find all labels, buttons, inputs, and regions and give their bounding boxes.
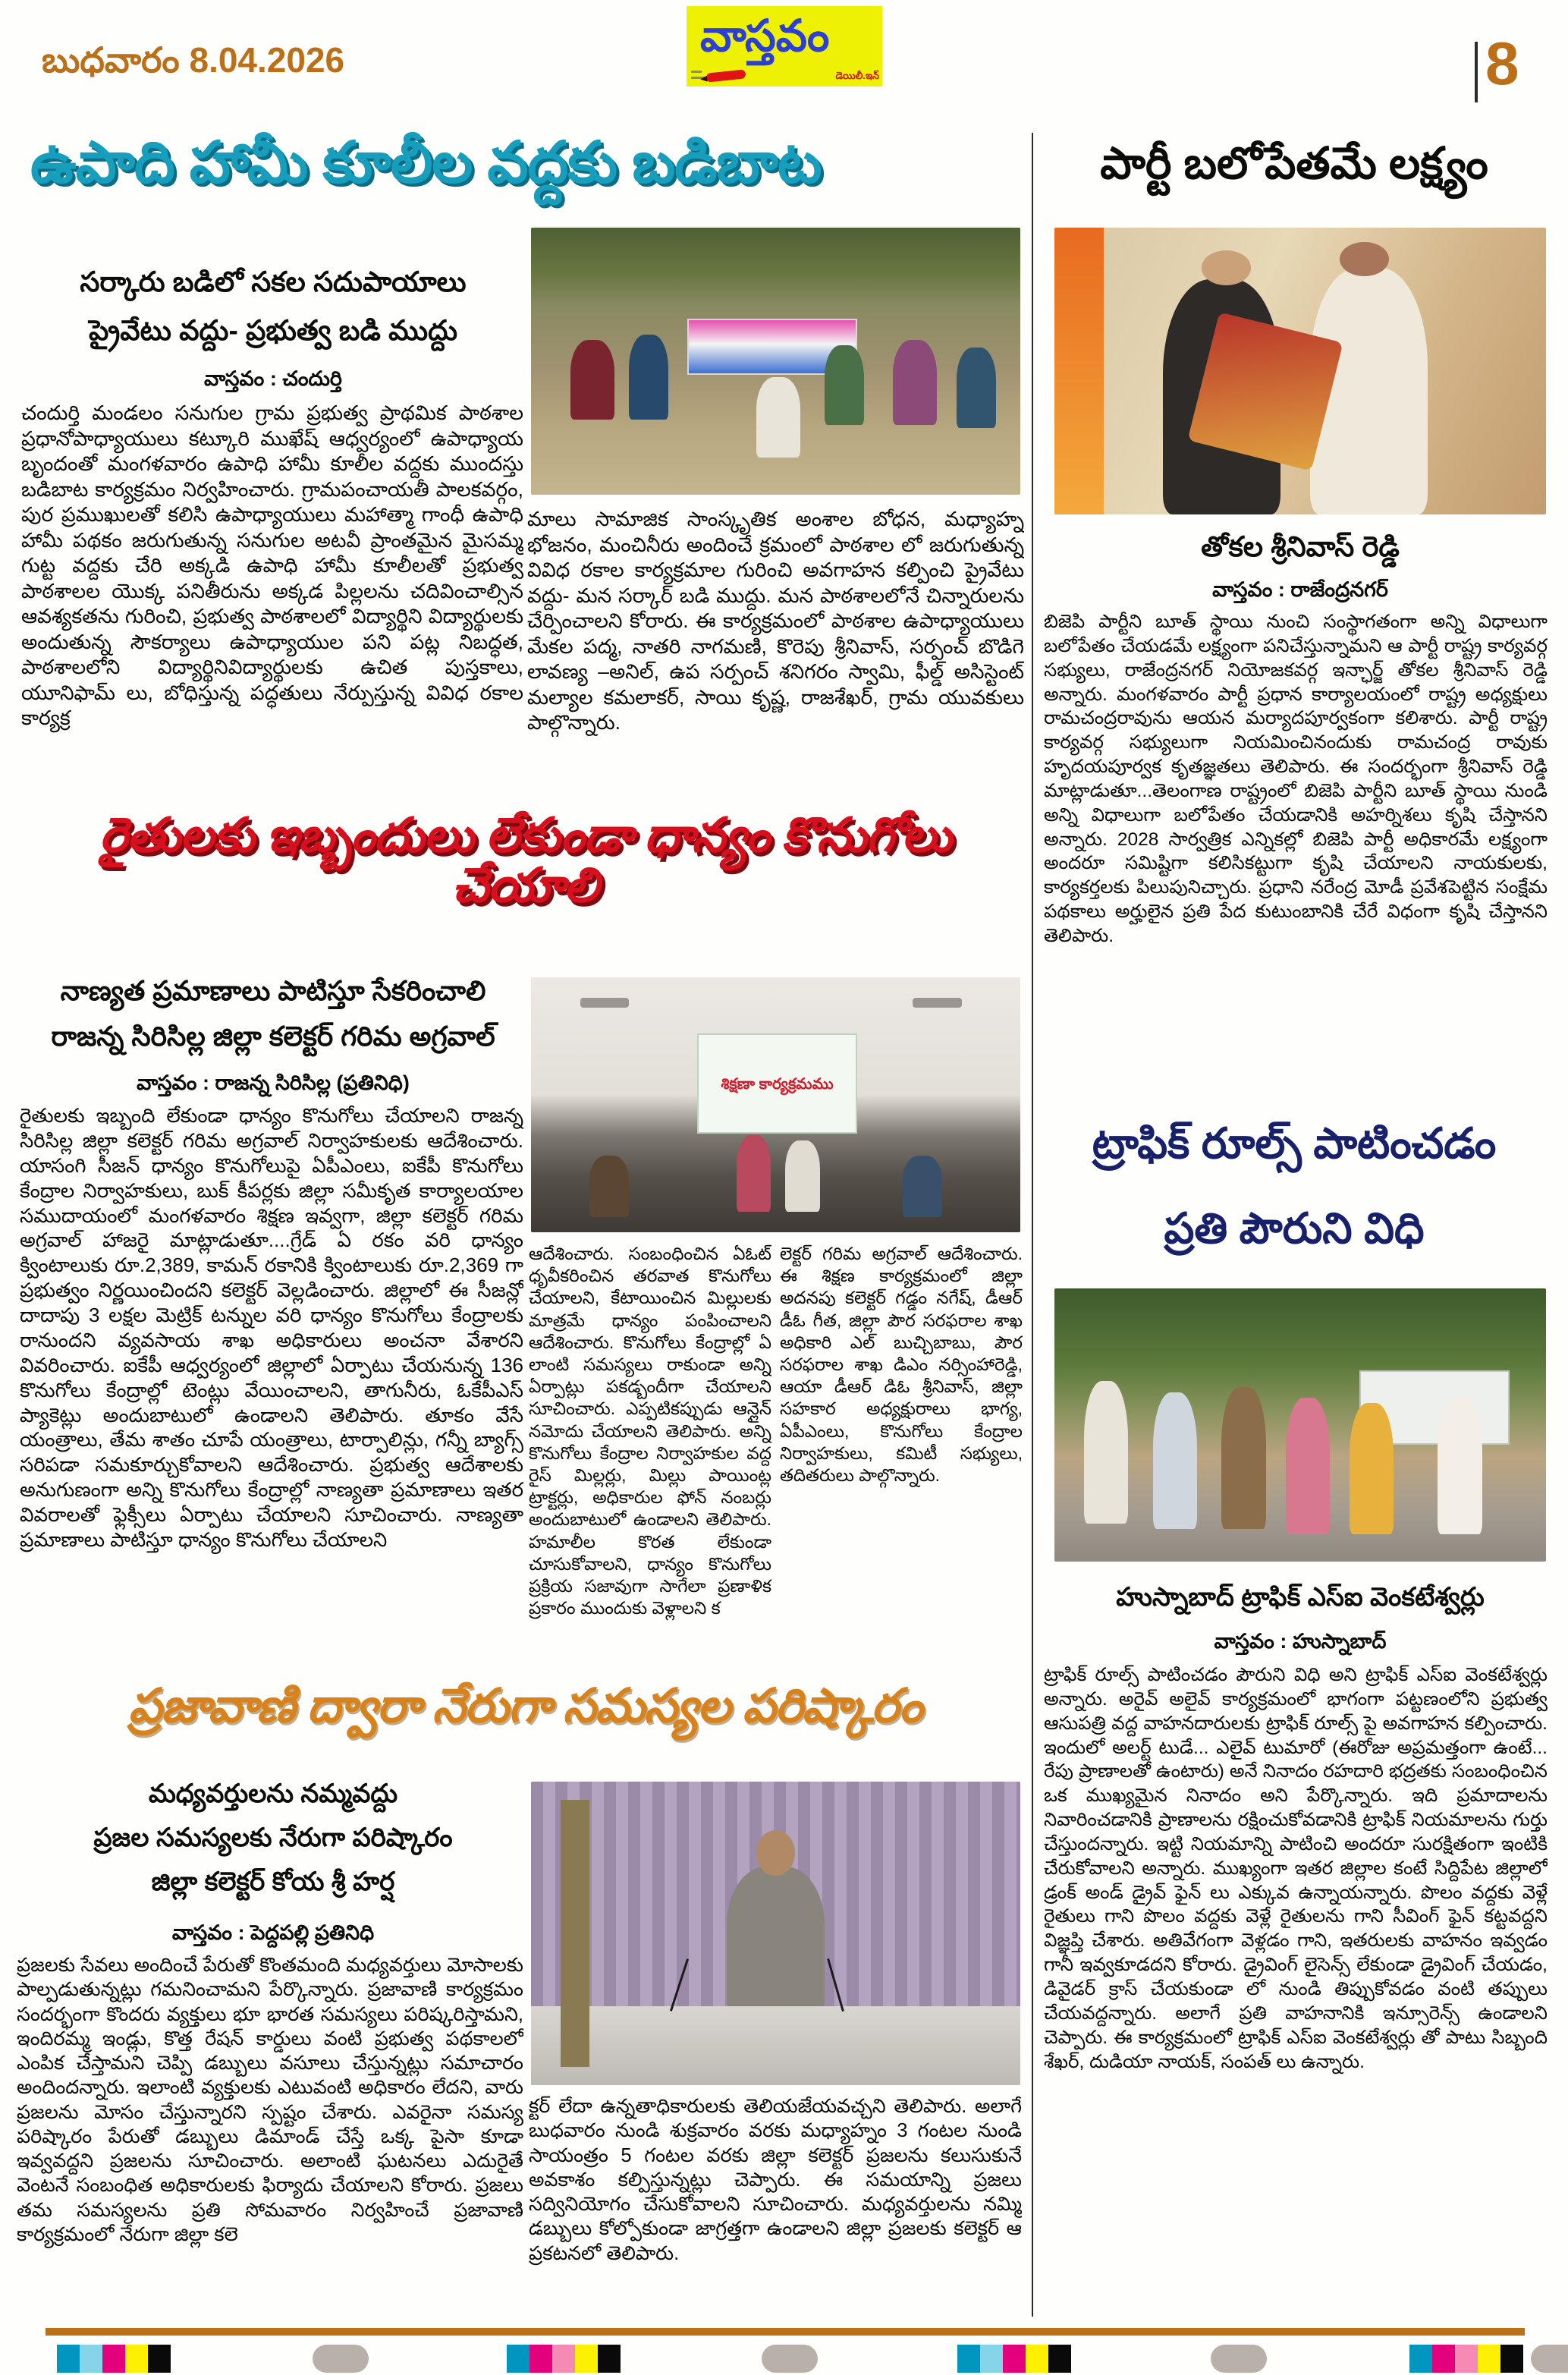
page-number-divider bbox=[1475, 42, 1478, 102]
page-number: 8 bbox=[1485, 30, 1519, 97]
photo-person bbox=[1153, 1392, 1197, 1529]
photo-person bbox=[785, 1140, 819, 1212]
photo-person bbox=[1084, 1381, 1128, 1523]
photo-person bbox=[1350, 1403, 1394, 1534]
masthead-scribble bbox=[691, 71, 702, 73]
photo-face bbox=[756, 1830, 796, 1876]
footer-rule bbox=[46, 2328, 1525, 2336]
prajavani-headline: ప్రజావాణి ద్వారా నేరుగా సమస్యల పరిష్కారం bbox=[128, 1680, 922, 1732]
badibata-headline: ఉపాది హామీ కూలీల వద్దకు బడిబాట bbox=[30, 131, 822, 195]
print-mark bbox=[1211, 2345, 1267, 2373]
photo-banner-text: శిక్షణా కార్యక్రమము bbox=[721, 1075, 834, 1093]
print-mark bbox=[80, 2345, 102, 2373]
photo-mic bbox=[669, 1958, 688, 2011]
photo-face bbox=[1340, 242, 1389, 276]
prajavani-byline: వాస్తవం : పెద్దపల్లి ప్రతినిధి bbox=[171, 1921, 375, 1944]
print-mark bbox=[1531, 2345, 1568, 2373]
print-mark bbox=[1003, 2345, 1026, 2373]
traffic-headline-line2: ప్రతి పౌరుని విధి bbox=[1164, 1204, 1425, 1252]
badibata-byline: వాస్తవం : చందుర్తి bbox=[204, 367, 342, 390]
print-mark bbox=[1026, 2345, 1048, 2373]
badibata-body-right: మాలు సామాజిక సాంస్కృతిక అంశాల బోధన, మధ్యాహ్న భోజనం, మంచినీరు అందించే క్రమంలో పాఠశాల లో జరుగుతున్న వివిధ రకాల కార్యక్రమాల గురించి అవగాహన కల్పించి ప్రైవేటు వద్దు- మన సర్కార్ బడి ముద్దు. మన పాఠశాలలోనే చిన్నారులను చేర్పించాలని కోరారు. ఈ కార్యక్రమంలో పాఠశాల ఉపాధ్యాయులు మేకల పద్మ, నాతరి నాగమణి, కొరెపు శ్రీనివాస్, సర్పంచ్ బొడిగె లావణ్య –అనిల్, ఉప సర్పంచ్ శనిగరం స్వామి, ఫీల్డ్ అసిస్టెంట్ మల్యాల కమలాకర్, సాయి కృష్ణ, రాజశేఖర్, గ్రామ యువకులు పాల్గొన్నారు. bbox=[527, 508, 1024, 735]
photo-person bbox=[589, 1156, 629, 1217]
photo-person bbox=[957, 348, 996, 428]
print-mark bbox=[148, 2345, 171, 2373]
photo-curtain bbox=[1054, 228, 1104, 514]
print-mark bbox=[1432, 2345, 1455, 2373]
print-mark bbox=[575, 2345, 598, 2373]
party-photo-caption: తోకల శ్రీనివాస్ రెడ్డి bbox=[1201, 531, 1400, 562]
party-headline: పార్టీ బలోపేతమే లక్ష్యం bbox=[1100, 139, 1488, 188]
prajavani-subhead-1: మధ్యవర్తులను నమ్మవద్దు bbox=[148, 1779, 398, 1808]
column-divider bbox=[1032, 133, 1033, 2317]
prajavani-subhead-2: ప్రజల సమస్యలకు నేరుగా పరిష్కారం bbox=[93, 1823, 453, 1852]
grain-body-left: రైతులకు ఇబ్బంది లేకుండా ధాన్యం కొనుగోలు చేయాలని రాజన్న సిరిసిల్ల జిల్లా కలెక్టర్ గరిమ అగ్రవాల్ నిర్వాహకులకు ఆదేశించారు. యాసంగి సీజన్ ధాన్యం కొనుగోలుపై ఏపీఎంలు, ఐకేపీ కొనుగోలు కేంద్రాల నిర్వాహకులు, బుక్ కీపర్లకు జిల్లా సమీకృత కార్యాలయాల సముదాయంలో మంగళవారం శిక్షణ ఇవ్వగా, జిల్లా కలెక్టర్ గరిమ అగ్రవాల్ హాజరై మాట్లాడుతూ....గ్రేడ్ ఏ రకం వరి ధాన్యం క్వింటాలుకు రూ.2,389, కామన్ రకానికి క్వింటాలుకు రూ.2,369 గా ప్రభుత్వం నిర్ణయించిందని కలెక్టర్ వెల్లడించారు. జిల్లాలో ఈ సీజన్లో దాదాపు 3 లక్షల మెట్రిక్ టన్నుల వరి ధాన్యం కొనుగోలు కేంద్రాలకు రానుందని వ్యవసాయ శాఖ అధికారులు అంచనా వేశారని వివరించారు. ఐకేపీ ఆధ్వర్యంలో జిల్లాలో ఏర్పాటు చేయనున్న 136 కొనుగోలు కేంద్రాల్లో టెంట్లు వేయించాలని, తాగునీరు, ఓకేపీఎస్ ప్యాకెట్లు అందుబాటులో ఉండాలని తెలిపారు. తూకం వేసే యంత్రాలు, తేమ శాతం చూపే యంత్రాలు, టార్పాలిన్లు, గన్నీ బ్యాగ్స్ సరిపడా సమకూర్చుకోవాలని ఆదేశించారు. ప్రభుత్వ ఆదేశాలకు అనుగుణంగా అన్ని కొనుగోలు కేంద్రాల్లో నాణ్యతా ప్రమాణాలు ఇతర వివరాలతో ఫ్లెక్సీలు ఏర్పాటు చేయాలని సూచించారు. నాణ్యతా ప్రమాణాలు పాటిస్తూ ధాన్యం కొనుగోలు చేయాలని bbox=[20, 1104, 523, 1551]
traffic-byline: వాస్తవం : హుస్నాబాద్ bbox=[1214, 1630, 1387, 1653]
grain-photo bbox=[531, 977, 1020, 1232]
grain-body-col1: ఆదేశించారు. సంబంధించిన ఏఓట్ ధృవీకరించిన తరవాత కొనుగోలు చేయాలని, కేటాయించిన మిల్లులకు మాత్రమే ధాన్యం పంపించాలని ఆదేశించారు. కొనుగోలు కేంద్రాల్లో ఏ లాంటి సమస్యలు రాకుండా అన్ని ఏర్పాట్లు పకడ్బందీగా చేయాలని సూచించారు. ఎప్పటికప్పుడు ఆన్లైన్ నమోదు చేయాలని తెలిపారు. అన్ని కొనుగోలు కేంద్రాల నిర్వాహకుల వద్ద రైస్ మిల్లర్లు, మిల్లు పాయింట్ల ట్రాక్టర్లు, అధికారుల ఫోన్ నంబర్లు అందుబాటులో ఉండాలని తెలిపారు. హమాలీల కొరత లేకుండా చూసుకోవాలని, ధాన్యం కొనుగోలు ప్రక్రియ సజావుగా సాగేలా ప్రణాళిక ప్రకారం ముందుకు వెళ్లాలని క bbox=[529, 1244, 771, 1618]
grain-subhead-2: రాజన్న సిరిసిల్ల జిల్లా కలెక్టర్ గరిమ అగ్రవాల్ bbox=[51, 1021, 495, 1052]
prajavani-subhead-3: జిల్లా కలెక్టర్ కోయ శ్రీ హర్ష bbox=[151, 1867, 395, 1896]
grain-byline: వాస్తవం : రాజన్న సిరిసిల్ల (ప్రతినిధి) bbox=[137, 1071, 410, 1094]
grain-body-col2: లెక్టర్ గరిమ అగ్రవాల్ ఆదేశించారు. ఈ శిక్షణ కార్యక్రమంలో జిల్లా అదనపు కలెక్టర్ గడ్డం నగేష్, డీఆర్ డీఓ గీత, జిల్లా పౌర సరఫరాల శాఖ అధికారి ఎల్ బుచ్చిబాబు, పౌర సరఫరాల శాఖ డిఎం నర్సింహారెడ్డి, ఆయా డీఆర్ డిఓ శ్రీనివాస్, జిల్లా సహకార అధ్యక్షురాలు భాగ్య, ఏపీఎంలు, కొనుగోలు కేంద్రాల నిర్వాహకులు, కమిటీ సభ్యులు, తదితరులు పాల్గొన్నారు. bbox=[780, 1244, 1023, 1486]
print-mark bbox=[507, 2345, 529, 2373]
party-byline: వాస్తవం : రాజేంద్రనగర్ bbox=[1212, 578, 1388, 601]
traffic-photo-caption: హుస్నాబాద్ ట్రాఫిక్ ఎస్ఐ వెంకటేశ్వర్లు bbox=[1116, 1583, 1485, 1612]
traffic-body: ట్రాఫిక్ రూల్స్ పాటించడం పౌరుని విధి అని ట్రాఫిక్ ఎస్ఐ వెంకటేశ్వర్లు అన్నారు. అరైవ్ అలైవ్ కార్యక్రమంలో భాగంగా పట్టణంలోని ప్రభుత్వ ఆసుపత్రి వద్ద వాహనదారులకు ట్రాఫిక్ రూల్స్ పై అవగాహన కల్పించారు. ఇందులో అలర్ట్ టుడే... ఎలైవ్ టుమారో (ఈరోజు అప్రమత్తంగా ఉంటే... రేపు ప్రాణాలతో ఉంటారు) అనే నినాదం రహదారి భద్రతకు సంబంధించిన ఒక ముఖ్యమైన నినాదం అని పేర్కొన్నారు. ఇది ప్రమాదాలను నివారించడానికి ప్రాణాలను రక్షించుకోవడానికి ట్రాఫిక్ నియమాలను గుర్తు చేస్తుందన్నారు. ఇట్టి నియమాన్ని పాటించి అందరూ సురక్షితంగా ఇంటికి చేరుకోవాలని అన్నారు. ముఖ్యంగా ఇతర జిల్లాల కంటే సిద్దిపేట జిల్లాలో డ్రంక్ అండ్ డ్రైవ్ ఫైన్ లు ఎక్కువ ఉన్నాయన్నారు. పొలం వద్దకు వెళ్లే రైతులు గాని పొలం వద్దకు వెళ్లే రైతులను గాని సీవింగ్ ఫైన్ కట్టవద్దని విజ్ఞప్తి చేశారు. అతివేగంగా వెళ్లడం గాని, ఇతరులకు వాహనం ఇవ్వడం గానీ ఇవ్వకూడదని కోరారు. డ్రైవింగ్ లైసెన్స్ లేకుండా డ్రైవింగ్ చేయడం, డివైడర్ క్రాస్ చేయకుండా లో నుండి తిప్పుకోవడం వంటి తప్పులు చేయవద్దన్నారు. అలాగే ప్రతి వాహనానికి ఇన్సూరెన్స్ ఉండాలని చెప్పారు. ఈ కార్యక్రమంలో ట్రాఫిక్ ఎస్ఐ వెంకటేశ్వర్లు తో పాటు సిబ్బంది శేఖర్, దుడియా నాయక్, సంపత్ లు ఉన్నారు. bbox=[1044, 1665, 1548, 2072]
badibata-photo bbox=[531, 228, 1020, 495]
photo-ceiling-fan bbox=[580, 998, 630, 1008]
photo-person bbox=[903, 1156, 942, 1217]
print-mark bbox=[313, 2345, 369, 2373]
pen-nib bbox=[700, 76, 708, 83]
print-mark bbox=[529, 2345, 552, 2373]
print-mark bbox=[57, 2345, 80, 2373]
print-mark bbox=[1478, 2345, 1500, 2373]
print-mark bbox=[1409, 2345, 1432, 2373]
grain-headline: రైతులకు ఇబ్బందులు లేకుండా ధాన్యం కొనుగోలు చేయాలి bbox=[99, 809, 951, 913]
print-mark bbox=[1500, 2345, 1523, 2373]
photo-face bbox=[1202, 250, 1251, 285]
print-mark bbox=[980, 2345, 1003, 2373]
photo-desk bbox=[531, 2006, 1020, 2085]
badibata-body-left: చందుర్తి మండలం సనుగుల గ్రామ ప్రభుత్వ ప్రాథమిక పాఠశాల ప్రధానోపాధ్యాయులు కట్కూరి ముఖేష్ ఆధ్వర్యంలో ఉపాధ్యాయ బృందంతో మంగళవారం ఉపాధి హామీ కూలీల వద్దకు ముందస్తు బడిబాట కార్యక్రమం నిర్వహించారు. గ్రామపంచాయతీ పాలకవర్గం, పుర ప్రముఖులతో కలిసి ఉపాధ్యాయులు మహాత్మా గాంధీ ఉపాధి హామీ పథకం జరుగుతున్న సనుగుల అటవీ ప్రాంతమైన మైసమ్మ గుట్ట వద్దకు చేరి అక్కడి ఉపాధి హామీ కూలీలతో ప్రభుత్వ పాఠశాలల యొక్క పనితీరును అక్కడ పిల్లలను చదివించాల్సిన ఆవశ్యకతను గురించి, ప్రభుత్వ పాఠశాలలో విద్యార్థిని విద్యార్థులకు అందుతున్న సౌకర్యాలు ఉపాధ్యాయుల పని పట్ల నిబద్ధత, పాఠశాలలోని విద్యార్థినివిద్యార్థులకు ఉచిత పుస్తకాలు, యూనిఫామ్ లు, బోధిస్తున్న పద్ధతులు నేర్పుస్తున్న వివిధ రకాల కార్యక్ర bbox=[21, 401, 523, 730]
photo-ceiling-fan bbox=[913, 998, 962, 1008]
photo-person bbox=[1221, 1387, 1265, 1529]
masthead-title: వాస్తవం bbox=[700, 11, 830, 61]
badibata-subhead-2: ప్రైవేటు వద్దు- ప్రభుత్వ బడి ముద్దు bbox=[88, 315, 458, 346]
print-mark bbox=[1455, 2345, 1478, 2373]
grain-subhead-1: నాణ్యత ప్రమాణాలు పాటిస్తూ సేకరించాలి bbox=[60, 975, 486, 1006]
photo-person bbox=[727, 1867, 825, 2012]
photo-person bbox=[1438, 1398, 1482, 1534]
print-mark bbox=[762, 2345, 818, 2373]
masthead-tagline: డెయిలీ.ఇన్ bbox=[835, 70, 879, 81]
print-mark bbox=[125, 2345, 148, 2373]
edition-date: బుధవారం 8.04.2026 bbox=[42, 40, 345, 80]
photo-person bbox=[629, 335, 668, 420]
masthead bbox=[687, 6, 882, 87]
traffic-headline-line1: ట్రాఫిక్ రూల్స్ పాటించడం bbox=[1092, 1119, 1497, 1167]
prajavani-body-below: క్టర్ లేదా ఉన్నతాధికారులకు తెలియజేయవచ్చని తెలిపారు. అలాగే బుధవారం నుండి శుక్రవారం వరకు మధ్యాహ్నం 3 గంటల నుండి సాయంత్రం 5 గంటల వరకు జిల్లా కలెక్టర్ ప్రజలను కలుసుకునే అవకాశం కల్పిస్తున్నట్లు చెప్పారు. ఈ సమయాన్ని ప్రజలు సద్వినియోగం చేసుకోవాలని సూచించారు. మధ్యవర్తులను నమ్మి డబ్బులు కోల్పోకుండా జాగ్రత్తగా ఉండాలని జిల్లా ప్రజలకు కలెక్టర్ ఆ ప్రకటనలో తెలిపారు. bbox=[529, 2096, 1022, 2264]
print-mark bbox=[598, 2345, 621, 2373]
party-body: బిజెపి పార్టీని బూత్ స్థాయి నుంచి సంస్థాగతంగా అన్ని విధాలుగా బలోపేతం చేయడమే లక్ష్యంగా పనిచేస్తున్నామని ఆ పార్టీ రాష్ట్ర కార్యవర్గ సభ్యులు, రాజేంద్రనగర్ నియోజకవర్గ ఇన్ఛార్జ్ తోకల శ్రీనివాస్ రెడ్డి అన్నారు. మంగళవారం పార్టీ ప్రధాన కార్యాలయంలో రాష్ట్ర అధ్యక్షులు రామచంద్రరావును ఆయన మర్యాదపూర్వకంగా కలిశారు. పార్టీ రాష్ట్ర కార్యవర్గ సభ్యులుగా నియమించినందుకు రామచంద్ర రావుకు హృదయపూర్వక కృతజ్ఞతలు తెలిపారు. ఈ సందర్భంగా శ్రీనివాస్ రెడ్డి మాట్లాడుతూ...తెలంగాణ రాష్ట్రంలో బిజెపి పార్టీని బూత్ స్థాయి నుండి అన్ని విధాలుగా బలోపేతం చేయడానికి అహర్నిశలు కృషి చేస్తానని అన్నారు. 2028 సార్వత్రిక ఎన్నికల్లో బిజెపి పార్టీ అధికారమే లక్ష్యంగా అందరూ సమిష్టిగా కలిసికట్టుగా కృషి చేయాలని నాయకులకు, కార్యకర్తలకు పిలుపునిచ్చారు. ప్రధాని నరేంద్ర మోడీ ప్రవేశపెట్టిన సంక్షేమ పథకాలు అర్హులైన ప్రతి పేద కుటుంబానికి చేరే విధంగా కృషి చేస్తానని తెలిపారు. bbox=[1044, 612, 1548, 946]
photo-person bbox=[893, 340, 937, 426]
photo-banner bbox=[697, 1033, 856, 1134]
photo-person bbox=[737, 1135, 771, 1212]
prajavani-photo bbox=[531, 1782, 1020, 2085]
print-mark bbox=[552, 2345, 575, 2373]
photo-person bbox=[756, 377, 800, 458]
print-mark bbox=[957, 2345, 980, 2373]
party-photo bbox=[1054, 228, 1546, 514]
photo-mic bbox=[827, 1958, 844, 2012]
prajavani-body-left: ప్రజలకు సేవలు అందించే పేరుతో కొంతమంది మధ్యవర్తులు మోసాలకు పాల్పడుతున్నట్లు గమనించామని పేర్కొన్నారు. ప్రజావాణి కార్యక్రమం సందర్భంగా కొందరు వ్యక్తులు భూ భారత సమస్యలు పరిష్కరిస్తామని, ఇందిరమ్మ ఇండ్లు, కొత్త రేషన్ కార్డులు వంటి ప్రభుత్వ పథకాలలో ఎంపిక చేస్తామని చెప్పి డబ్బులు వసూలు చేస్తున్నట్లు సమాచారం అందిందన్నారు. ఇలాంటి వ్యక్తులకు ఎటువంటి అధికారం లేదని, వారు ప్రజలను మోసం చేస్తున్నారని స్పష్టం చేశారు. ఎవరైనా సమస్య పరిష్కారం పేరుతో డబ్బులు డిమాండ్ చేస్తే ఒక్క పైసా కూడా ఇవ్వవద్దని ప్రజలను సూచించారు. అలాంటి ఘటనలు ఎదురైతే వెంటనే సంబంధిత అధికారులకు ఫిర్యాదు చేయాలని కోరారు. ప్రజలు తమ సమస్యలను ప్రతి సోమవారం నిర్వహించే ప్రజావాణి కార్యక్రమంలో నేరుగా జిల్లా కలె bbox=[17, 1955, 523, 2245]
badibata-subhead-1: సర్కారు బడిలో సకల సదుపాయాలు bbox=[80, 266, 467, 297]
traffic-photo bbox=[1054, 1288, 1546, 1562]
photo-pillar bbox=[561, 1800, 590, 2067]
photo-person bbox=[1286, 1398, 1330, 1534]
print-mark bbox=[102, 2345, 125, 2373]
photo-person bbox=[570, 340, 614, 420]
photo-person bbox=[825, 345, 864, 426]
print-mark bbox=[1048, 2345, 1071, 2373]
